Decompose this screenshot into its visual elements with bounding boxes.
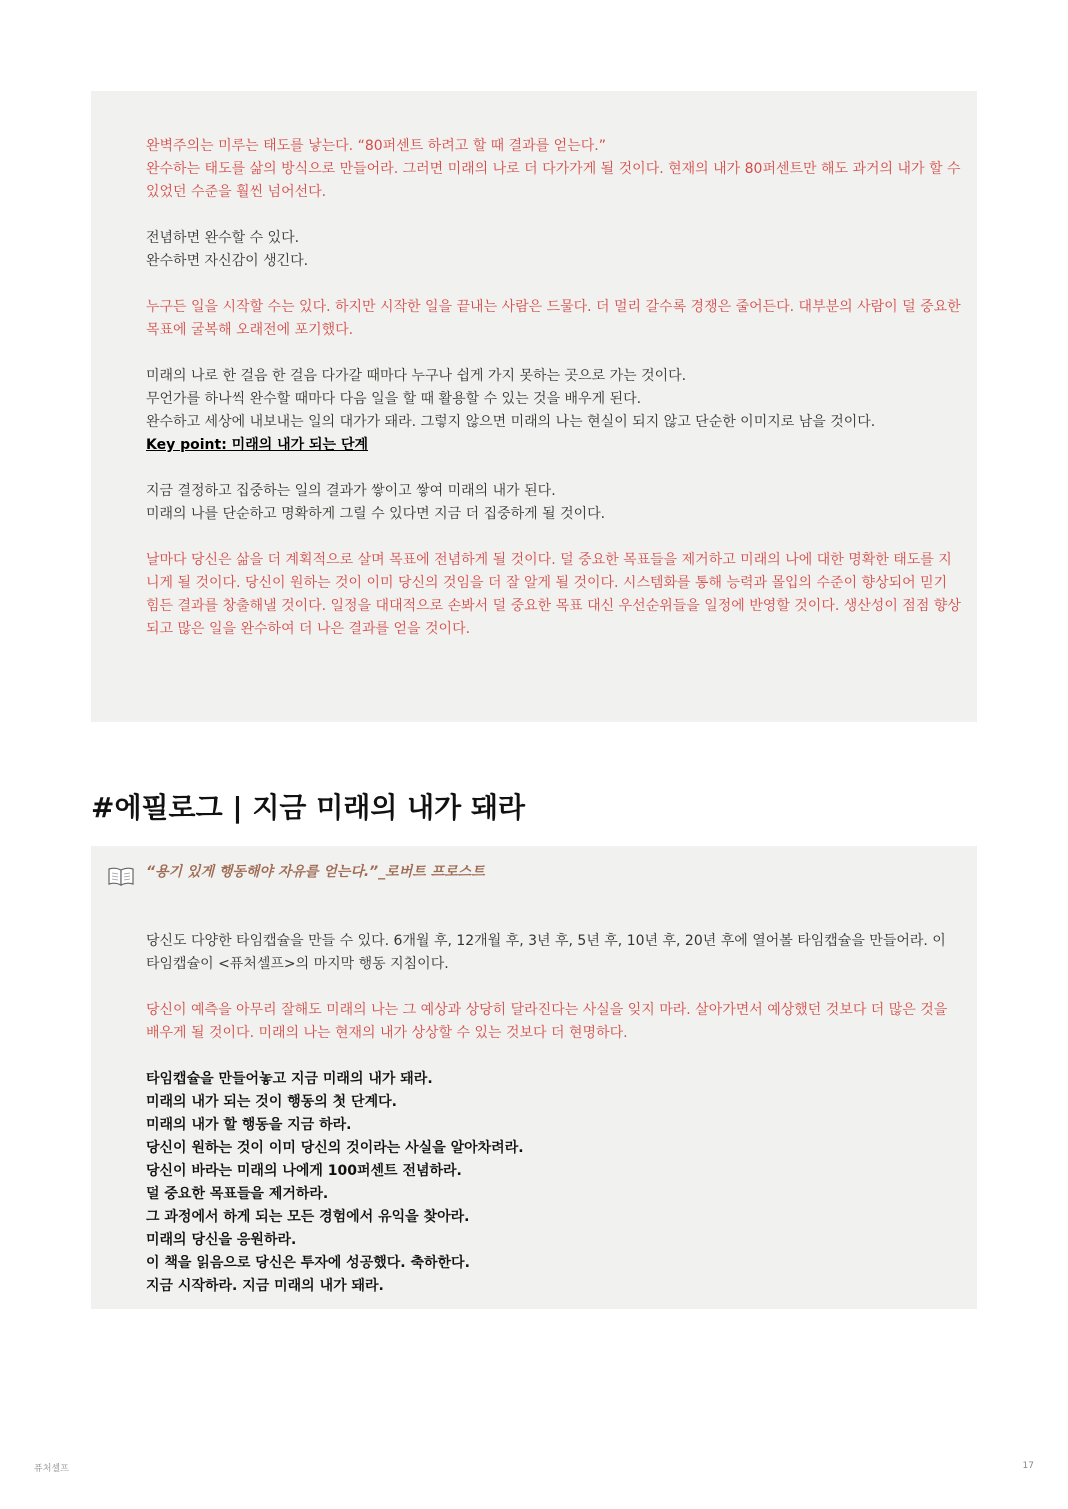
paragraph: 미래의 나를 단순하고 명확하게 그릴 수 있다면 지금 더 집중하게 될 것이다. <box>146 506 606 522</box>
keypoint-title: Key point: 미래의 내가 되는 단계 <box>146 437 369 453</box>
quote: “용기 있게 행동해야 자유를 얻는다.”_로버트 프로스트 <box>146 864 485 880</box>
paragraph: 완수하고 세상에 내보내는 일의 대가가 돼라. 그렇지 않으면 미래의 나는 현실이 되지 않고 단순한 이미지로 남을 것이다. <box>146 414 876 430</box>
paragraph: 누구든 일을 시작할 수는 있다. 하지만 시작한 일을 끝내는 사람은 드물다. 더 멀리 갈수록 경쟁은 줄어든다. 대부분의 사람이 덜 중요한 목표에 굴복해 오래전에 포기했다. <box>146 299 961 338</box>
callout-block-2 <box>91 846 977 1309</box>
section-heading: #에필로그 | 지금 미래의 내가 돼라 <box>91 791 526 824</box>
paragraph: 날마다 당신은 삶을 더 계획적으로 살며 목표에 전념하게 될 것이다. 덜 중요한 목표들을 제거하고 미래의 나에 대한 명확한 태도를 지니게 될 것이다. 당신이 원하는 것이 이미 당신의 것임을 더 잘 알게 될 것이다. 시스템화를 통해 능력과 몰입의 수준이 향상되어 믿기 힘든 결과를 창출해낼 것이다. 일정을 대대적으로 손봐서 덜 중요한 목표 대신 우선순위들을 일정에 반영할 것이다. 생산성이 점점 향상되고 많은 일을 완수하여 더 나은 결과를 얻을 것이다. <box>146 552 961 637</box>
page-number: 17 <box>1022 1461 1034 1471</box>
paragraph: 무언가를 하나씩 완수할 때마다 다음 일을 할 때 활용할 수 있는 것을 배우게 된다. <box>146 391 642 407</box>
paragraph: 당신이 예측을 아무리 잘해도 미래의 나는 그 예상과 상당히 달라진다는 사실을 잊지 마라. 살아가면서 예상했던 것보다 더 많은 것을 배우게 될 것이다. 미래의 나는 현재의 내가 상상할 수 있는 것보다 더 현명하다. <box>146 1002 948 1041</box>
bold-line: 당신이 원하는 것이 이미 당신의 것이라는 사실을 알아차려라. <box>146 1140 524 1156</box>
paragraph: 전념하면 완수할 수 있다. <box>146 230 300 246</box>
bold-line: 지금 시작하라. 지금 미래의 내가 돼라. <box>146 1278 384 1294</box>
paragraph: 완수하면 자신감이 생긴다. <box>146 253 309 269</box>
paragraph: 완수하는 태도를 삶의 방식으로 만들어라. 그러면 미래의 나로 더 다가가게 될 것이다. 현재의 내가 80퍼센트만 해도 과거의 내가 할 수 있었던 수준을 훨씬 넘어선다. <box>146 161 961 200</box>
bold-list <box>146 1068 961 1298</box>
paragraph: 미래의 나로 한 걸음 한 걸음 다가갈 때마다 누구나 쉽게 가지 못하는 곳으로 가는 것이다. <box>146 368 687 384</box>
bold-line: 미래의 당신을 응원하라. <box>146 1232 297 1248</box>
paragraph: 당신도 다양한 타임캡슐을 만들 수 있다. 6개월 후, 12개월 후, 3년 후, 5년 후, 10년 후, 20년 후에 열어볼 타임캡슐을 만들어라. 이 타임캡슐이 <퓨처셀프>의 마지막 행동 지침이다. <box>146 933 946 972</box>
paragraph: 완벽주의는 미루는 태도를 낳는다. “80퍼센트 하려고 할 때 결과를 얻는다.” <box>146 138 606 154</box>
bold-line: 덜 중요한 목표들을 제거하라. <box>146 1186 329 1202</box>
footer-title: 퓨처셀프 <box>34 1464 69 1474</box>
bold-line: 미래의 내가 할 행동을 지금 하라. <box>146 1117 352 1133</box>
callout-block-1 <box>91 91 977 722</box>
book-icon <box>108 866 134 886</box>
paragraph: 지금 결정하고 집중하는 일의 결과가 쌓이고 쌓여 미래의 내가 된다. <box>146 483 556 499</box>
bold-line: 미래의 내가 되는 것이 행동의 첫 단계다. <box>146 1094 397 1110</box>
bold-line: 타임캡슐을 만들어놓고 지금 미래의 내가 돼라. <box>146 1071 433 1087</box>
bold-line: 그 과정에서 하게 되는 모든 경험에서 유익을 찾아라. <box>146 1209 470 1225</box>
bold-line: 당신이 바라는 미래의 나에게 100퍼센트 전념하라. <box>146 1163 462 1179</box>
bold-line: 이 책을 읽음으로 당신은 투자에 성공했다. 축하한다. <box>146 1255 470 1271</box>
